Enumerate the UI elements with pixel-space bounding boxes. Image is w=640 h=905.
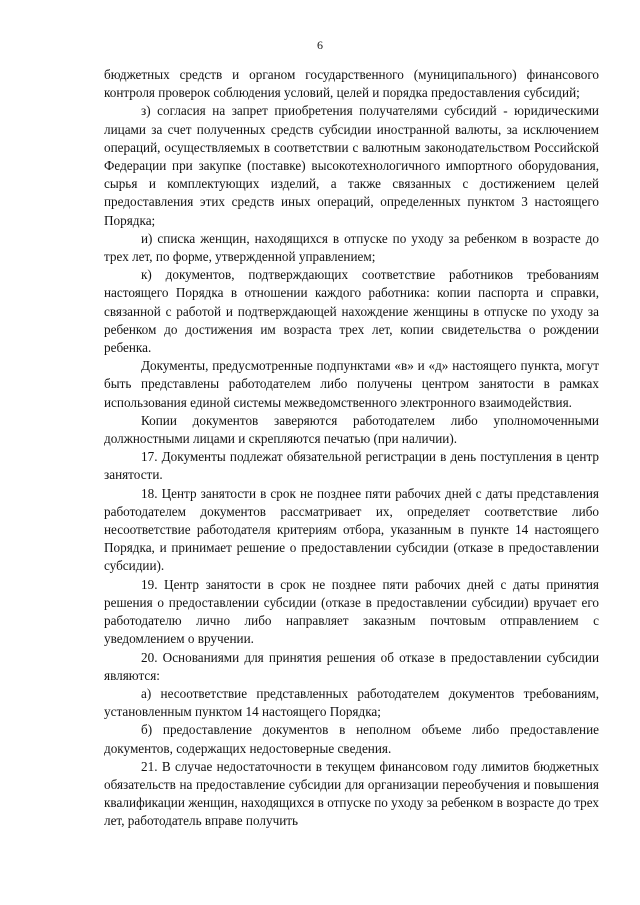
paragraph-20-a: а) несоответствие представленных работодателем документов требованиям, установленным пунктом 14 настоящего Порядка; [104, 685, 599, 720]
document-body [104, 66, 599, 831]
page-number: 6 [317, 38, 323, 52]
paragraph-continuation: бюджетных средств и органом государственного (муниципального) финансового контроля проверок соблюдения условий, целей и порядка предоставления субсидий; [104, 67, 599, 101]
paragraph-copies-note: Копии документов заверяются работодателем либо уполномоченными должностными лицами и скрепляются печатью (при наличии). [104, 412, 599, 447]
paragraph-item-k: к) документов, подтверждающих соответствие работников требованиям настоящего Порядка в отношении каждого работника: копии паспорта и справки, связанной с работой и подтверждающей нахождение женщины в отпуске по уходу за ребенком до достижения им возраста трех лет, копии свидетельства о рождении ребенка. [104, 267, 599, 356]
paragraph-19: 19. Центр занятости в срок не позднее пяти рабочих дней с даты принятия решения о предоставлении субсидии (отказе в предоставлении субсидии) вручает его работодателю лично либо направляет заказным почтовым отправлением с уведомлением о вручении. [104, 576, 599, 647]
paragraph-20: 20. Основаниями для принятия решения об отказе в предоставлении субсидии являются: [104, 649, 599, 683]
paragraph-17: 17. Документы подлежат обязательной регистрации в день поступления в центр занятости. [104, 449, 599, 483]
paragraph-20-b: б) предоставление документов в неполном объеме либо предоставление документов, содержащих недостоверные сведения. [104, 722, 599, 756]
paragraph-item-i: и) списка женщин, находящихся в отпуске по уходу за ребенком в возрасте до трех лет, по форме, утвержденной управлением; [104, 230, 599, 265]
paragraph-item-z: з) согласия на запрет приобретения получателями субсидий - юридическими лицами за счет полученных средств субсидии иностранной валюты, за исключением операций, осуществляемых в соответствии с валютным законодательством Российской Федерации при закупке (поставке) высокотехнологичного импортного оборудования, сырья и комплектующих изделий, а также связанных с достижением целей предоставления этих средств иных операций, определенных пунктом 3 настоящего Порядка; [104, 103, 599, 228]
paragraph-documents-note: Документы, предусмотренные подпунктами «в» и «д» настоящего пункта, могут быть представлены работодателем либо получены центром занятости в рамках использования единой системы межведомственного электронного взаимодействия. [104, 358, 599, 410]
paragraph-21: 21. В случае недостаточности в текущем финансовом году лимитов бюджетных обязательств на предоставление субсидии для организации переобучения и повышения квалификации женщин, находящихся в отпуске по уходу за ребенком в возрасте до трех лет, работодатель вправе получить [104, 758, 599, 829]
paragraph-18: 18. Центр занятости в срок не позднее пяти рабочих дней с даты представления работодателем документов рассматривает их, определяет соответствие либо несоответствие работодателя критериям отбора, указанным в пункте 14 настоящего Порядка, и принимает решение о предоставлении субсидии (отказе в предоставлении субсидии). [104, 485, 599, 574]
